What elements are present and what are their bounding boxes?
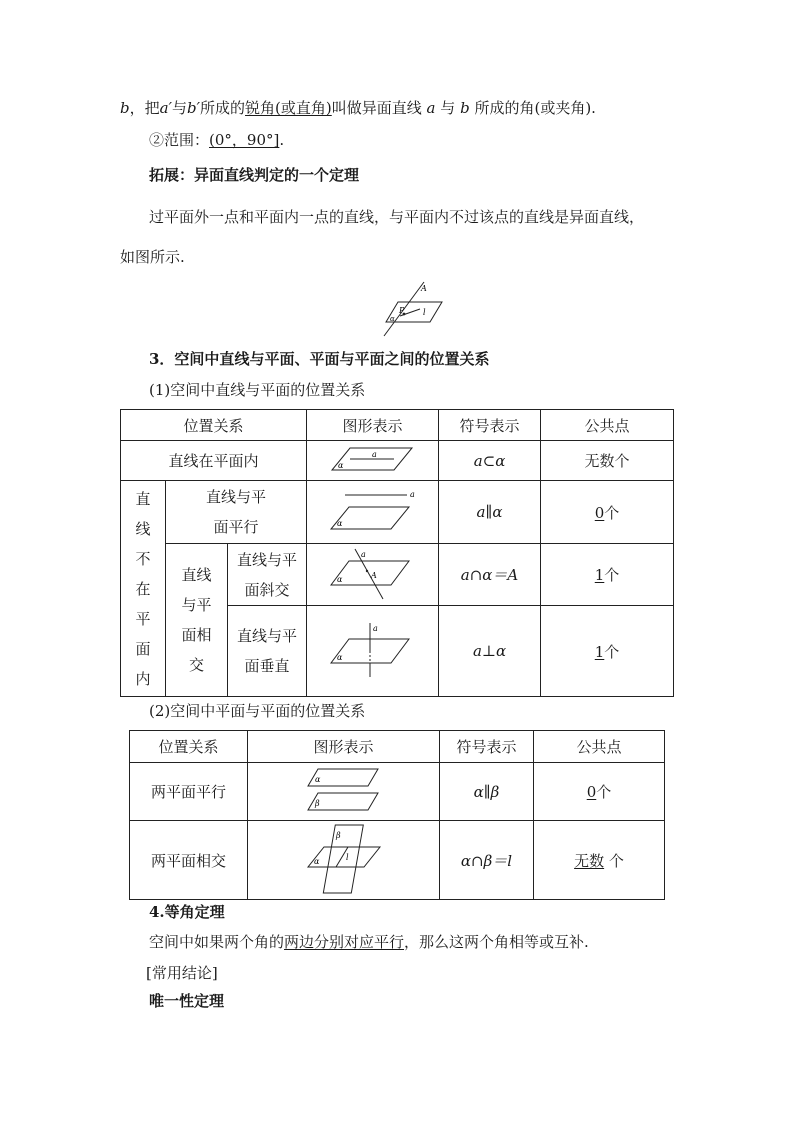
points-cell	[541, 481, 674, 544]
plane-alpha-label: α	[314, 774, 320, 784]
section3-sub2: (2)空间中平面与平面的位置关系	[149, 702, 366, 720]
row-label	[228, 606, 307, 697]
answer-number: 1	[594, 566, 605, 584]
header-common-points: 公共点	[541, 410, 674, 441]
var-b: b	[120, 99, 130, 117]
var-a: a	[426, 99, 436, 117]
extension-title: 拓展：异面直线判定的一个定理	[149, 166, 360, 184]
header-symbol: 符号表示	[439, 410, 541, 441]
char: 交	[188, 656, 204, 674]
plane-alpha-label: α	[337, 460, 343, 470]
char: 直线	[181, 566, 212, 584]
line-perpendicular-plane-figure	[325, 619, 421, 679]
plane-plane-table	[129, 730, 665, 900]
figure-cell	[248, 821, 440, 900]
label-line: 直线与平	[237, 627, 298, 645]
header-common-points: 公共点	[534, 731, 665, 763]
skew-lines-figure	[380, 280, 450, 340]
unit: 个	[604, 503, 620, 522]
char: 在	[135, 579, 151, 598]
row-label: 直线在平面内	[121, 441, 307, 481]
figure-cell	[307, 441, 439, 481]
plane-beta-label: β	[314, 798, 320, 808]
symbol-cell: a⊥α	[439, 606, 541, 697]
points-cell	[541, 606, 674, 697]
text: 空间中如果两个角的	[149, 933, 285, 951]
range-label: ②范围：	[149, 131, 210, 149]
not-in-plane-label	[121, 481, 166, 697]
section3-sub1: (1)空间中直线与平面的位置关系	[149, 381, 366, 399]
line-a-label: a	[360, 549, 366, 559]
plane-alpha-label: α	[336, 519, 342, 528]
line-l-label: l	[345, 853, 349, 862]
line-oblique-plane-figure	[325, 545, 421, 601]
points-cell: 无数个	[541, 441, 674, 481]
answer-number: 无数	[574, 851, 605, 870]
unit: 个	[608, 851, 624, 870]
row-label: 两平面平行	[130, 763, 248, 821]
header-figure: 图形表示	[307, 410, 439, 441]
unit: 个	[596, 783, 612, 801]
extension-line2: 如图所示.	[120, 248, 185, 266]
range-line	[149, 130, 284, 150]
intersect-label	[166, 544, 228, 697]
answer-number: 0	[594, 503, 605, 522]
symbol-cell: a⊂α	[439, 441, 541, 481]
point-A-label: A	[370, 570, 377, 580]
char: 线	[135, 519, 151, 538]
text: ，把	[129, 99, 160, 117]
char: 不	[135, 549, 151, 568]
points-cell	[534, 763, 665, 821]
table-row	[121, 441, 674, 481]
plane-alpha-label: α	[336, 653, 342, 662]
row-label	[228, 544, 307, 606]
conclusions-item: 唯一性定理	[149, 992, 225, 1010]
text: 与	[440, 99, 456, 117]
text: ，那么这两个角相等或互补.	[404, 933, 589, 951]
header-relation: 位置关系	[121, 410, 307, 441]
text: 与	[171, 99, 187, 117]
figure-cell	[248, 763, 440, 821]
row-label: 两平面相交	[130, 821, 248, 900]
extension-line1: 过平面外一点和平面内一点的直线，与平面内不过该点的直线是异面直线，	[149, 208, 645, 226]
char: 面	[135, 639, 151, 658]
intersecting-planes-figure	[306, 821, 382, 895]
label-line: 面垂直	[244, 657, 290, 675]
line-plane-table	[120, 409, 674, 697]
row-label	[166, 481, 307, 544]
plane-alpha-label: α	[390, 315, 395, 323]
text: 叫做异面直线	[331, 99, 422, 117]
header-relation: 位置关系	[130, 731, 248, 763]
label-line: 面斜交	[244, 580, 290, 599]
symbol-cell: a∥α	[439, 481, 541, 544]
paragraph-angle-definition	[120, 98, 596, 118]
points-cell	[541, 544, 674, 606]
figure-cell	[307, 481, 439, 544]
point-A-label: A	[421, 284, 427, 293]
table-row	[130, 763, 665, 821]
conclusions-label: [常用结论]	[146, 964, 218, 982]
text: 所成的	[200, 99, 246, 117]
symbol-cell: α∩β＝l	[440, 821, 534, 900]
char: 平	[135, 609, 151, 628]
plane-beta-label: β	[335, 831, 341, 840]
label-line: 直线与平	[237, 550, 298, 569]
char: 面相	[181, 626, 212, 644]
line-a-label: a	[371, 449, 377, 459]
label-line: 面平行	[213, 518, 259, 536]
header-figure: 图形表示	[248, 731, 440, 763]
plane-alpha-label: α	[313, 857, 319, 866]
line-l-label: l	[423, 308, 426, 317]
figure-cell	[307, 606, 439, 697]
line-in-plane-figure	[328, 444, 418, 474]
table-row	[121, 544, 674, 606]
char: 直	[135, 489, 151, 508]
text: .	[279, 131, 285, 149]
answer-number: 0	[586, 783, 597, 801]
text: 所成的角(或夹角).	[474, 99, 596, 117]
plane-alpha-label: α	[336, 574, 342, 584]
points-cell	[534, 821, 665, 900]
label-line: 直线与平	[206, 488, 267, 506]
line-a-label: a	[372, 624, 378, 633]
parallel-planes-figure	[306, 766, 382, 814]
range-value: (0°，90°]	[209, 131, 280, 149]
unit: 个	[604, 642, 620, 661]
table-row	[130, 821, 665, 900]
point-P-label: P	[399, 306, 405, 315]
section3-heading: 3．空间中直线与平面、平面与平面之间的位置关系	[149, 350, 490, 368]
line-parallel-plane-figure	[325, 487, 421, 533]
section4-text	[149, 932, 589, 952]
char: 内	[135, 669, 151, 688]
symbol-cell: α∥β	[440, 763, 534, 821]
underlined-answer: 锐角(或直角)	[245, 99, 332, 117]
header-symbol: 符号表示	[440, 731, 534, 763]
symbol-cell: a∩α＝A	[439, 544, 541, 606]
unit: 个	[604, 566, 620, 584]
char: 与平	[181, 596, 212, 614]
var-a-prime: a′	[159, 99, 172, 117]
answer-number: 1	[594, 642, 605, 661]
var-b: b	[460, 99, 470, 117]
line-a-label: a	[409, 490, 415, 499]
figure-cell	[307, 544, 439, 606]
section4-heading: 4.等角定理	[149, 903, 225, 921]
var-b-prime: b′	[187, 99, 201, 117]
table-row	[121, 481, 674, 544]
underlined-answer: 两边分别对应平行	[284, 933, 405, 951]
